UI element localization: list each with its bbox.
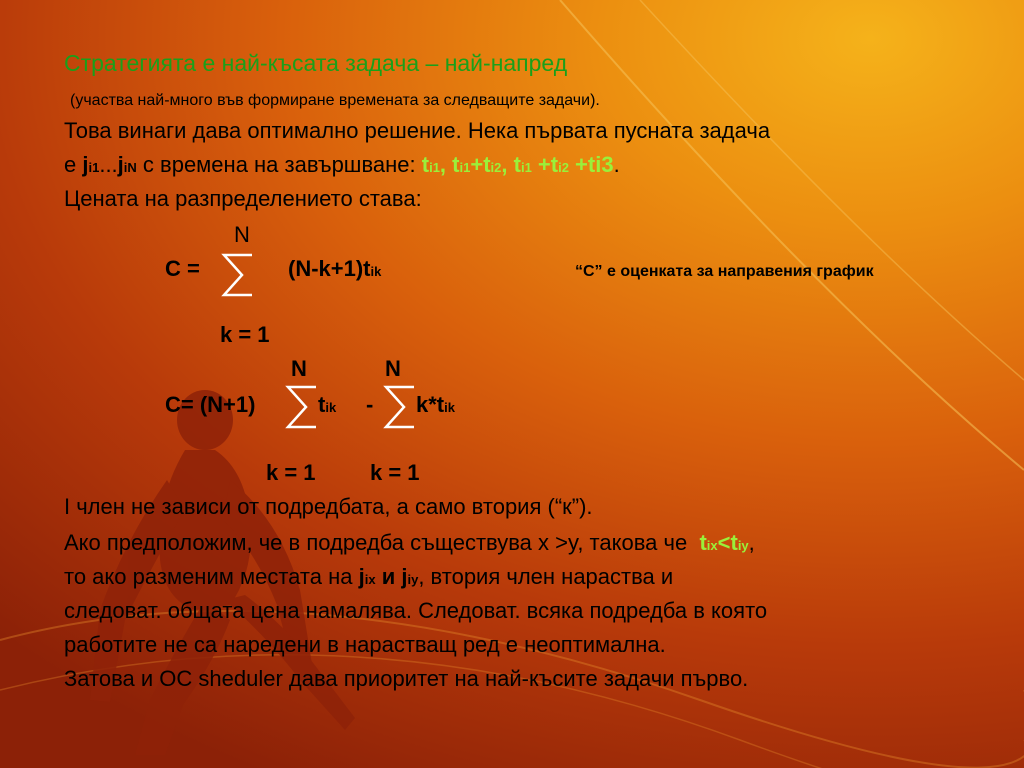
formula2-upper-1: N [291, 356, 307, 381]
line-3: Цената на разпределението става: [64, 186, 422, 211]
formula1-upper: N [234, 222, 250, 247]
formula2-minus: - [366, 392, 374, 417]
formula2-term1: tik [318, 392, 337, 417]
formula2-lower-2: k = 1 [370, 460, 420, 485]
slide-subtitle: (участва най-много във формиране времената за следващите задачи). [70, 92, 600, 109]
para-4: следоват. общата цена намалява. Следоват. всяка подредба в която [64, 598, 768, 623]
para-6: Затова и ОС sheduler дава приоритет на най-късите задачи първо. [64, 666, 749, 691]
formula2-lhs: C= (N+1) [165, 392, 256, 417]
para-2: Ако предположим, че в подредба съществува x >y, такова че tix<tiy, [64, 530, 755, 555]
formula2-upper-2: N [385, 356, 401, 381]
sigma-icon [382, 384, 418, 430]
formula1-note: “C” е оценката за направения график [575, 263, 874, 280]
formula2-term2: k*tik [416, 392, 455, 417]
para-1: I член не зависи от подредбата, а само втория (“к”). [64, 494, 593, 519]
sigma-icon [220, 252, 256, 298]
formula2-lower-1: k = 1 [266, 460, 316, 485]
line-2: е ji1...jiN с времена на завършване: ti1, ti1+ti2, ti1 +ti2 +ti3. [64, 152, 620, 177]
line-1: Това винаги дава оптимално решение. Нека първата пусната задача [64, 118, 771, 143]
formula1-lhs: C = [165, 256, 200, 281]
para-3: то ако разменим местата на jix и jiy, втория член нараства и [64, 564, 674, 589]
para-5: работите не са наредени в нарастващ ред е неоптимална. [64, 632, 666, 657]
sigma-icon [284, 384, 320, 430]
formula1-body: (N-k+1)tik [288, 256, 382, 281]
slide-title: Стратегията е най-късата задача – най-напред [64, 50, 568, 76]
formula1-lower: k = 1 [220, 322, 270, 347]
